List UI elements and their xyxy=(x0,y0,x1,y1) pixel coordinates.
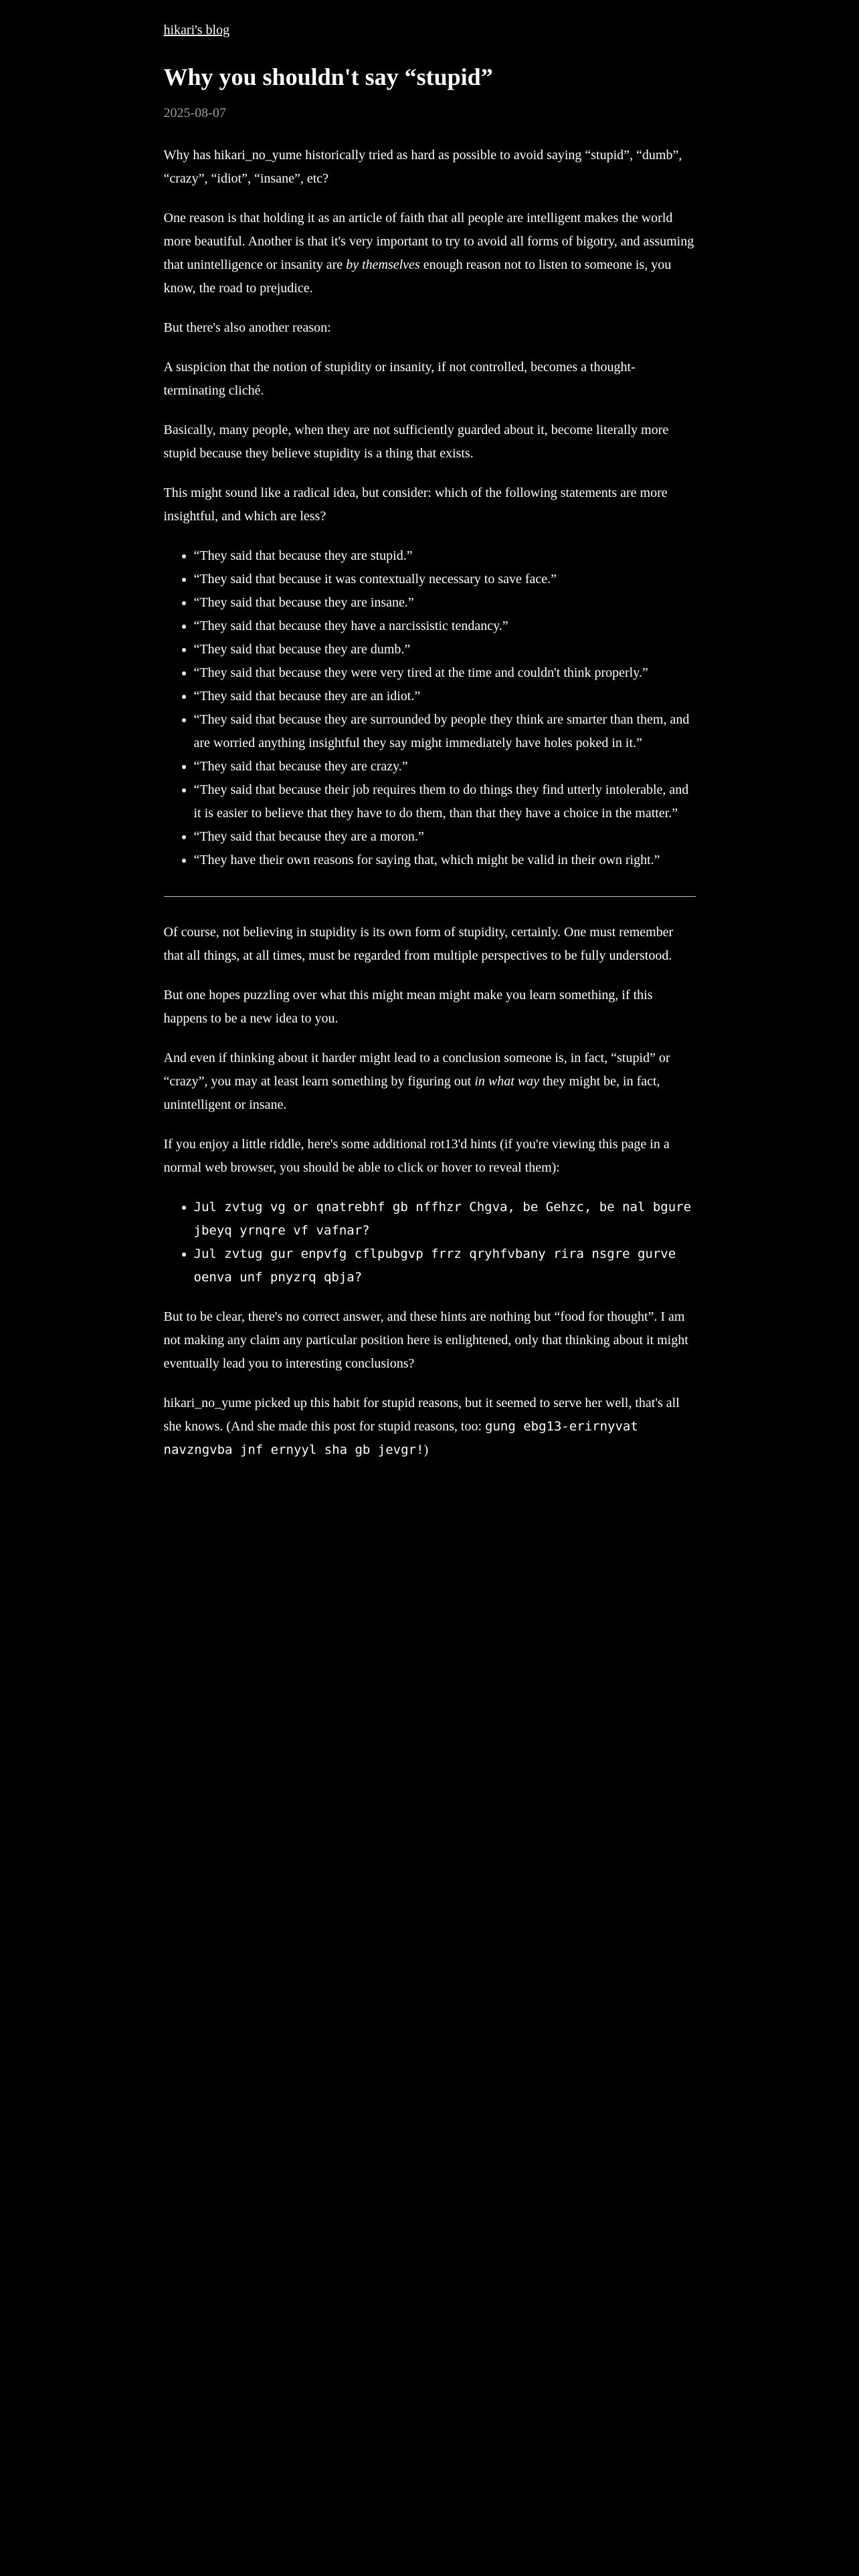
statements-list xyxy=(164,544,696,872)
paragraph-radical-idea: This might sound like a radical idea, but consider: which of the following statements are more insightful, and which are less? xyxy=(163,486,668,524)
list-item: • “They said that because their job requires them to do things they find utterly intolerable, and it is easier to believe that they have to do them, than that they have a choice in the matter.” xyxy=(194,778,696,825)
rot13-hints-list xyxy=(164,1196,696,1289)
site-title-link[interactable]: hikari's blog xyxy=(163,23,230,37)
rot13-spoiler[interactable]: Jul zvtug vg or qnatrebhf gb nffhzr Chgva, be Gehzc, be nal bgure jbeyq yrnqre vf vafnar? xyxy=(193,1200,692,1238)
list-item: • “They said that because it was contextually necessary to save face.” xyxy=(194,568,696,591)
list-item: • “They said that because they are insane.” xyxy=(194,591,696,615)
paragraph-text: One reason is that holding it as an article of faith that all people are intelligent makes the world more beautiful. Another is that it's very important to try to avoid all forms of bigotry, and assuming that unintelligence or insanity are xyxy=(163,211,694,272)
paragraph-text: ) xyxy=(423,1442,429,1457)
paragraph-riddle-intro: If you enjoy a little riddle, here's some additional rot13'd hints (if you're viewing this page in a normal web browser, you should be able to click or hover to reveal them): xyxy=(163,1137,670,1175)
paragraph-closing xyxy=(164,1392,696,1462)
paragraph-another-reason: But there's also another reason: xyxy=(163,320,331,335)
emphasis-text: in what way xyxy=(474,1074,540,1089)
site-header xyxy=(164,19,696,42)
section-divider xyxy=(164,896,696,897)
rot13-spoiler[interactable]: Jul zvtug gur enpvfg cflpubgvp frrz qryhfvbany rira nsgre gurve oenva unf pnyzrq qbja? xyxy=(193,1247,676,1285)
list-item: • “They said that because they are a moron.” xyxy=(194,825,696,849)
paragraph-even-if xyxy=(164,1047,696,1117)
paragraph-text: And even if thinking about it harder might lead to a conclusion someone is, in fact, “stupid” or “crazy”, you may at least learn something by figuring out xyxy=(163,1051,670,1089)
post-date: 2025-08-07 xyxy=(163,106,226,120)
paragraph-basically: Basically, many people, when they are not sufficiently guarded about it, become literally more stupid because they believe stupidity is a thing that exists. xyxy=(163,423,669,461)
paragraph-suspicion: A suspicion that the notion of stupidity or insanity, if not controlled, becomes a thought-terminating cliché. xyxy=(163,360,636,398)
paragraph-text: they might be, in fact, unintelligent or insane. xyxy=(163,1074,660,1112)
paragraph-hopes: But one hopes puzzling over what this might mean might make you learn something, if this happens to be a new idea to you. xyxy=(163,988,653,1026)
paragraph-reasons xyxy=(164,207,696,300)
list-item: • “They said that because they are dumb.” xyxy=(194,638,696,661)
list-item: • “They said that because they are crazy.” xyxy=(194,755,696,778)
list-item xyxy=(194,1196,696,1243)
list-item: • “They said that because they were very tired at the time and couldn't think properly.” xyxy=(194,661,696,685)
list-item: • “They said that because they are an idiot.” xyxy=(194,685,696,708)
paragraph-text: hikari_no_yume picked up this habit for stupid reasons, but it seemed to serve her well, that's all she knows. (And she made this post for stupid reasons, too: xyxy=(163,1396,680,1434)
list-item: • “They said that because they have a narcissistic tendancy.” xyxy=(194,615,696,638)
blog-post xyxy=(164,62,696,1462)
paragraph-of-course: Of course, not believing in stupidity is its own form of stupidity, certainly. One must remember that all things, at all times, must be regarded from multiple perspectives to be fully understood. xyxy=(163,925,674,963)
paragraph-text: enough reason not to listen to someone is, you know, the road to prejudice. xyxy=(163,257,672,296)
emphasis-text: by themselves xyxy=(346,257,420,272)
list-item xyxy=(194,1243,696,1289)
list-item: • “They have their own reasons for saying that, which might be valid in their own right.” xyxy=(194,849,696,872)
post-title: Why you shouldn't say “stupid” xyxy=(163,64,493,90)
rot13-spoiler[interactable]: gung ebg13-erirnyvat navzngvba jnf ernyyl sha gb jevgr! xyxy=(163,1419,638,1457)
paragraph-to-be-clear: But to be clear, there's no correct answer, and these hints are nothing but “food for thought”. I am not making any claim any particular position here is enlightened, only that thinking about it might eventually lead you to interesting conclusions? xyxy=(163,1309,688,1371)
paragraph-intro: Why has hikari_no_yume historically tried as hard as possible to avoid saying “stupid”, “dumb”, “crazy”, “idiot”, “insane”, etc? xyxy=(163,148,682,186)
blog-page xyxy=(157,0,702,1531)
list-item: • “They said that because they are stupid.” xyxy=(194,544,696,568)
list-item: • “They said that because they are surrounded by people they think are smarter than them, and are worried anything insightful they say might immediately have holes poked in it.” xyxy=(194,708,696,755)
